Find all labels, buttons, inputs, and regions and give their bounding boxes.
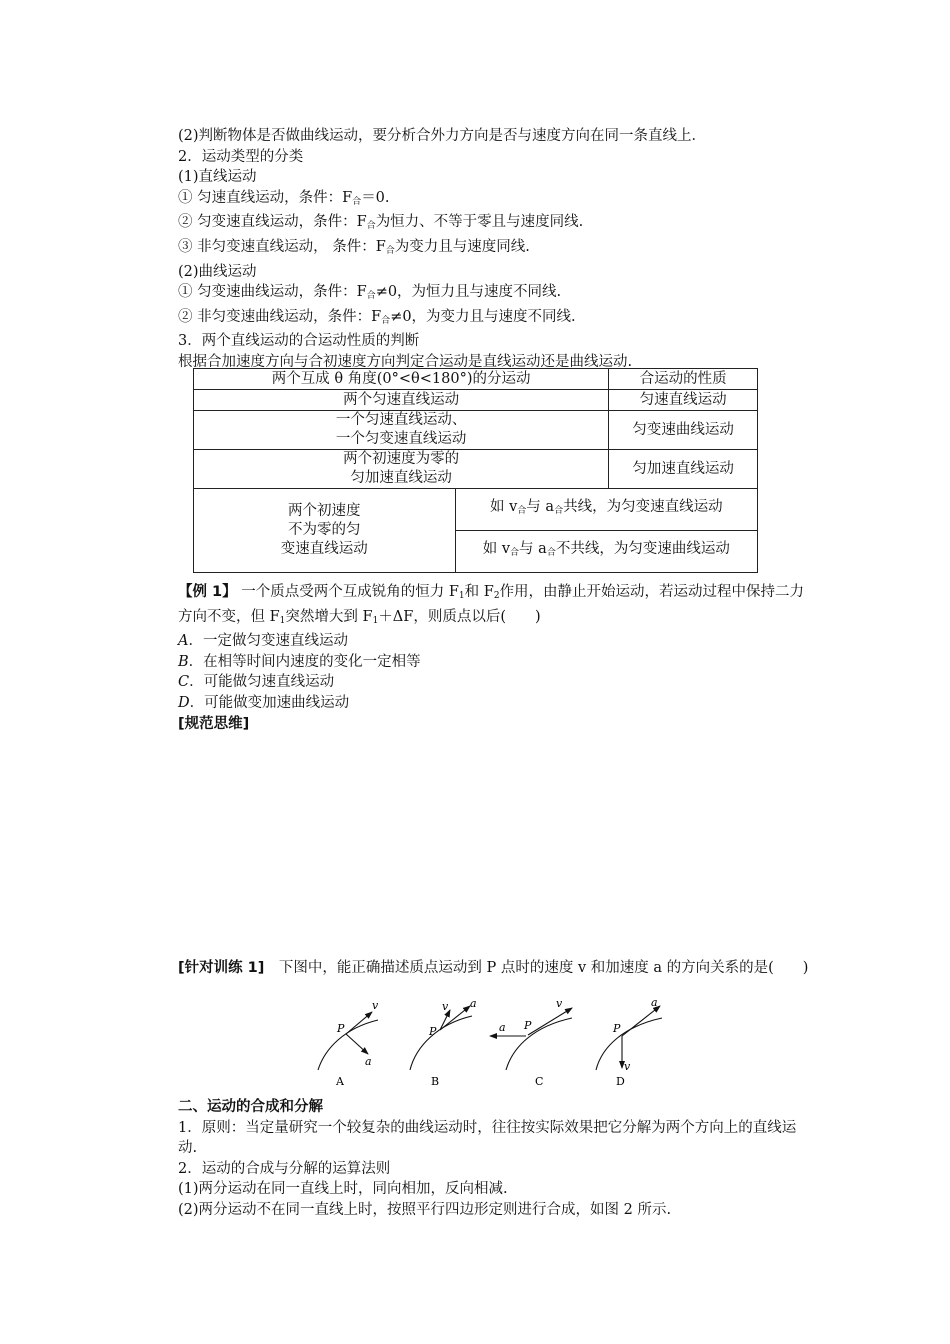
curve-item: ① 匀变速曲线运动，条件：$F_合\ne 0$，为恒力且与速度不同线. (178, 284, 562, 302)
section-two (178, 1097, 810, 1221)
panel-label: A (336, 1075, 344, 1088)
text-line: (2)判断物体是否做曲线运动，要分析合外力方向是否与速度方向在同一条直线上． (178, 128, 707, 144)
example-label: 【例 1】 (178, 584, 237, 600)
option-a: A．一定做匀变速直线运动 (178, 633, 348, 650)
point-label: P (429, 1025, 437, 1038)
example-block (178, 582, 810, 734)
table-cell: 一个匀速直线运动、 一个匀变速直线运动 (194, 411, 609, 450)
paragraph: (1)两分运动在同一直线上时，同向相加，反向相减. (178, 1181, 508, 1198)
paragraph: 1．原则：当定量研究一个较复杂的曲线运动时，往往按实际效果把它分解为两个方向上的直线运动. (178, 1119, 797, 1157)
training-block (178, 958, 810, 979)
paragraph: (2)两分运动不在同一直线上时，按照平行四边形定则进行合成，如图 2 所示. (178, 1201, 672, 1218)
point-label: P (337, 1022, 345, 1035)
panel-d (596, 998, 662, 1088)
panel-a (318, 999, 379, 1088)
panel-label: B (431, 1075, 440, 1088)
text-line: (2)曲线运动 (178, 263, 257, 280)
paragraph: 2．运动的合成与分解的运算法则 (178, 1160, 391, 1177)
panel-c (490, 998, 572, 1088)
panel-label: C (535, 1075, 544, 1088)
velocity-label: v (556, 998, 563, 1010)
table-cell: 如 $v_合$与 $a_合$不共线，为匀变速曲线运动 (455, 531, 757, 573)
table-cell: 两个初速度为零的 匀加速直线运动 (194, 450, 609, 489)
training-label: [针对训练 1] (178, 960, 265, 976)
straight-item: ② 匀变速直线运动，条件：$F_合$为恒力、不等于零且与速度同线. (178, 214, 584, 232)
text-line: 根据合加速度方向与合初速度方向判定合运动是直线运动还是曲线运动. (178, 353, 633, 370)
motion-table (193, 368, 758, 573)
velocity-label: v (624, 1060, 631, 1073)
table-row (194, 489, 758, 531)
velocity-label: v (372, 999, 379, 1012)
point-label: P (524, 1019, 532, 1032)
accel-arrow (622, 1006, 660, 1036)
accel-arrow (346, 1034, 368, 1054)
table-header-cell: 两个互成 θ 角度(0°<θ<180°)的分运动 (194, 369, 609, 390)
motion-figure (310, 998, 680, 1090)
option-b: B．在相等时间内速度的变化一定相等 (178, 653, 421, 670)
text-line: (1)直线运动 (178, 169, 257, 186)
table-cell: 匀速直线运动 (609, 390, 758, 411)
section-title: 3．两个直线运动的合运动性质的判断 (178, 333, 420, 350)
point-label: P (613, 1022, 621, 1035)
table-row (194, 390, 758, 411)
example-question: 【例 1】 一个质点受两个互成锐角的恒力 $F_1$和 $F_2$作用，由静止开始运动，若运动过程中保持二力方向不变，但 $F_1$突然增大到 $F_1+\Delta F$，则质点以后( ) (178, 584, 805, 626)
trajectory-curve (410, 1016, 472, 1070)
panel-label: D (616, 1075, 625, 1088)
option-d: D．可能做变加速曲线运动 (178, 694, 350, 711)
accel-label: a (470, 998, 477, 1010)
table-cell: 如 $v_合$与 $a_合$共线，为匀变速直线运动 (455, 489, 757, 531)
intro-block (178, 126, 810, 373)
table-cell: 两个匀速直线运动 (194, 390, 609, 411)
section-heading: 二、运动的合成和分解 (178, 1099, 323, 1115)
table-row (194, 450, 758, 489)
table-cell: 匀变速曲线运动 (609, 411, 758, 450)
table-cell: 两个初速度 不为零的匀 变速直线运动 (194, 489, 456, 573)
accel-label: a (651, 998, 658, 1009)
curve-item: ② 非匀变速曲线运动，条件：$F_合\ne 0$，为变力且与速度不同线. (178, 308, 576, 326)
velocity-label: v (442, 1000, 449, 1013)
table-header-cell: 合运动的性质 (609, 369, 758, 390)
option-c: C．可能做匀速直线运动 (178, 674, 335, 691)
training-question: [针对训练 1] 下图中，能正确描述质点运动到 P 点时的速度 v 和加速度 a 的方向关系的是( ) (178, 960, 809, 976)
velocity-arrow (528, 1008, 572, 1035)
accel-label: a (499, 1021, 506, 1034)
table-row (194, 411, 758, 450)
straight-item: ① 匀速直线运动，条件：$F_合=0$. (178, 189, 390, 207)
text-line: 2．运动类型的分类 (178, 148, 304, 165)
panel-b (410, 998, 477, 1088)
thinking-label: [规范思维] (178, 715, 250, 732)
table-row (194, 369, 758, 390)
straight-item: ③ 非匀变速直线运动， 条件：$F_合$为变力且与速度同线. (178, 238, 530, 256)
accel-label: a (365, 1055, 372, 1068)
table-cell: 匀加速直线运动 (609, 450, 758, 489)
trajectory-curve (506, 1018, 572, 1070)
figure-svg (310, 998, 680, 1090)
